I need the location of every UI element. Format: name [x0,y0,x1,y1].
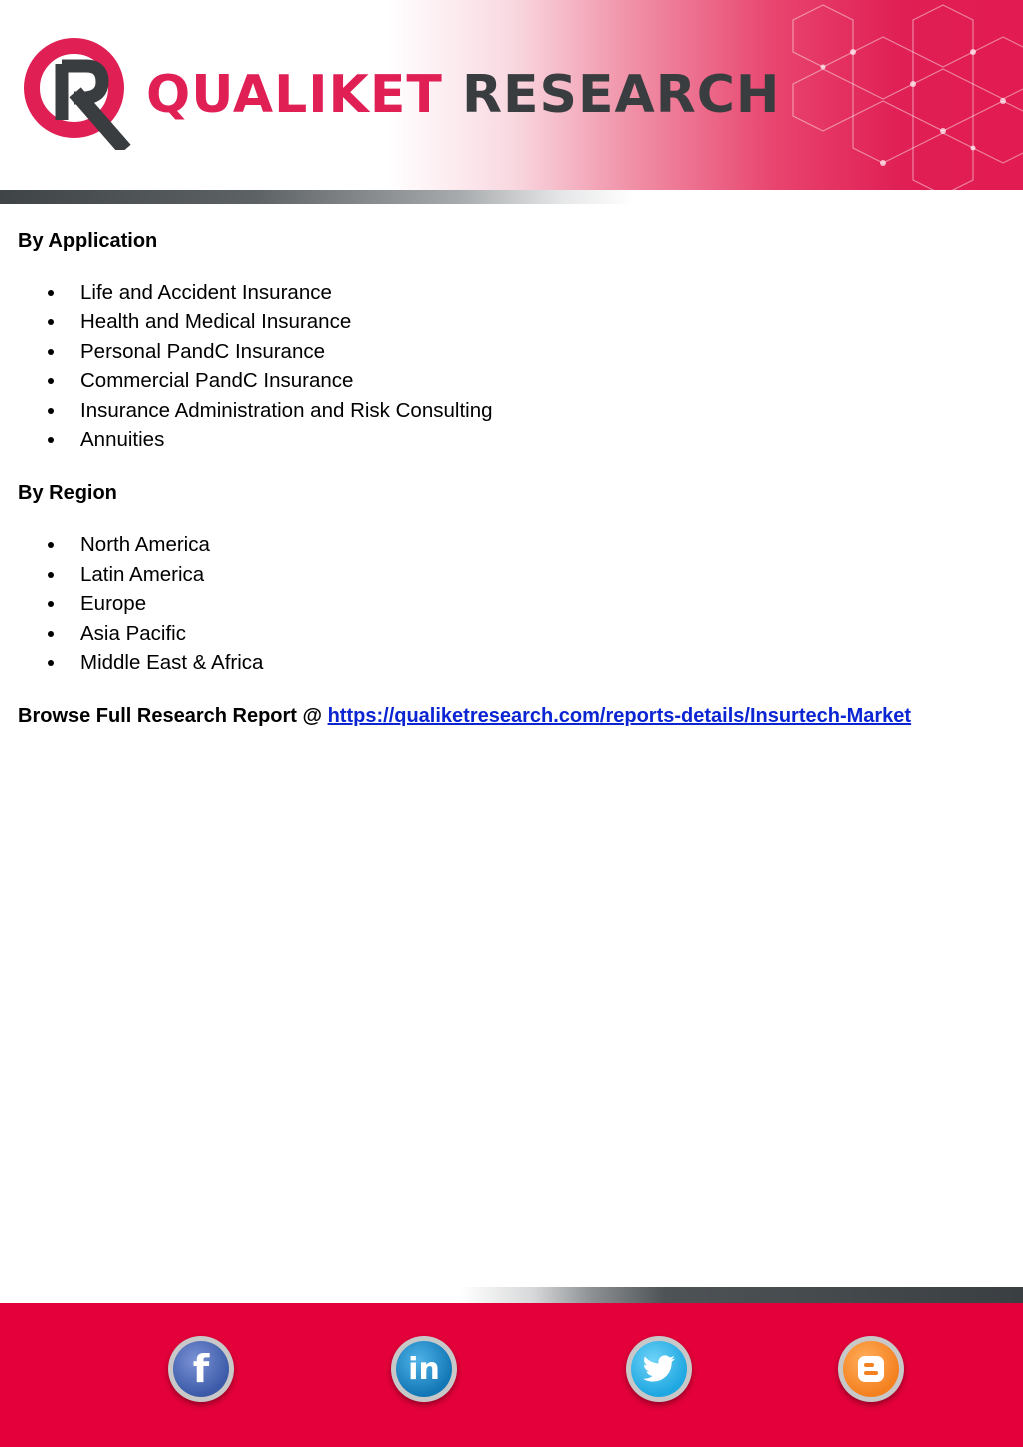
bullet-icon [48,349,54,355]
region-list [18,530,1008,677]
facebook-button[interactable] [168,1336,234,1402]
bullet-icon [48,319,54,325]
header-banner [0,0,1023,190]
list-item: Commercial PandC Insurance [18,366,1008,395]
brand-name-part1: QUALIKET [146,65,443,125]
linkedin-icon: in [396,1341,452,1397]
bullet-icon [48,437,54,443]
list-item: Middle East & Africa [18,648,1008,677]
section-by-region [18,478,1008,677]
bullet-icon [48,290,54,296]
list-item: Personal PandC Insurance [18,337,1008,366]
bullet-icon [48,601,54,607]
bullet-icon [48,631,54,637]
list-item: Life and Accident Insurance [18,278,1008,307]
browse-label: Browse Full Research Report @ [18,705,323,728]
footer-divider [0,1287,1023,1303]
facebook-icon: f [173,1341,229,1397]
bullet-icon [48,572,54,578]
bullet-icon [48,378,54,384]
document-body [18,226,1008,751]
list-item: Health and Medical Insurance [18,307,1008,336]
list-item: Annuities [18,425,1008,454]
brand-name-part2: RESEARCH [461,65,781,125]
section-by-application [18,226,1008,454]
list-item: Asia Pacific [18,619,1008,648]
brand-name [146,60,780,130]
qr-logo-icon [22,36,134,150]
browse-report-line [18,701,1008,731]
application-list [18,278,1008,454]
blogger-icon [843,1341,899,1397]
list-item: Europe [18,589,1008,618]
header-divider [0,190,1023,204]
section-title: By Region [18,482,117,505]
section-title: By Application [18,230,158,252]
twitter-icon [631,1341,687,1397]
report-link[interactable]: https://qualiketresearch.com/reports-details/Insurtech-Market [327,705,912,728]
bullet-icon [48,408,54,414]
list-item: North America [18,530,1008,559]
blogger-button[interactable] [838,1336,904,1402]
twitter-button[interactable] [626,1336,692,1402]
list-item: Insurance Administration and Risk Consulting [18,396,1008,425]
bullet-icon [48,660,54,666]
list-item: Latin America [18,560,1008,589]
bullet-icon [48,542,54,548]
linkedin-button[interactable] [391,1336,457,1402]
